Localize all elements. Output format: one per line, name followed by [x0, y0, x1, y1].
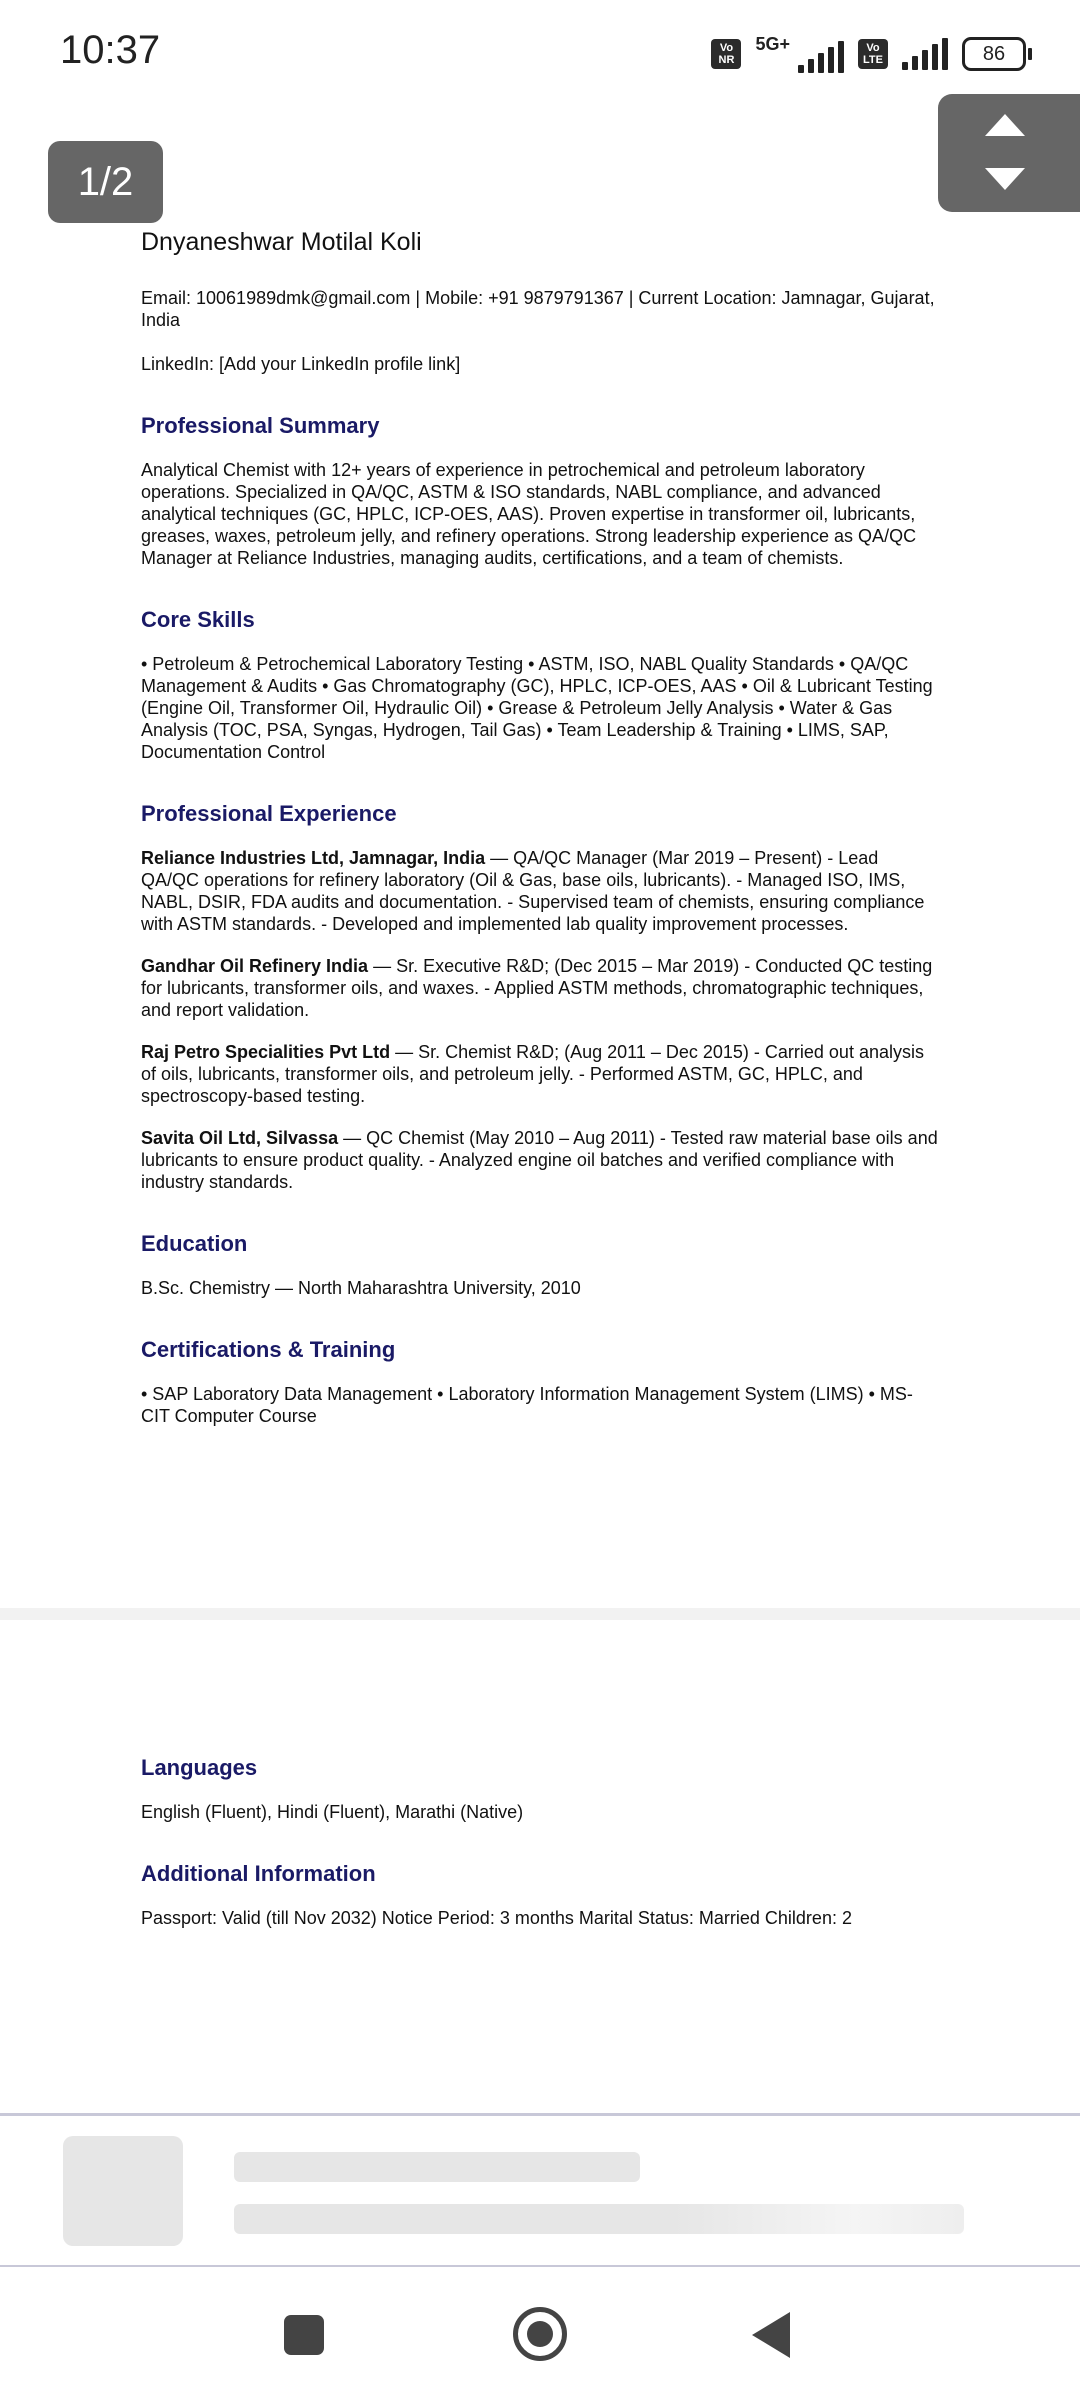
status-icons [711, 34, 1032, 73]
battery-level: 86 [962, 37, 1026, 71]
certifications-text: • SAP Laboratory Data Management • Laboratory Information Management System (LIMS) • MS-CIT Computer Course [141, 1384, 913, 1426]
experience-details: — Sr. Chemist R&D; (Aug 2011 – Dec 2015) - Carried out analysis of oils, lubricants, transformer oils, and petroleum jelly. - Performed ASTM, GC, HPLC, and spectroscopy-based testing. [141, 1042, 924, 1106]
scroll-up-icon[interactable] [985, 114, 1025, 136]
experience-company: Gandhar Oil Refinery India [141, 956, 369, 976]
additional-section [141, 1861, 941, 1929]
divider [0, 2265, 1080, 2267]
languages-section [141, 1755, 941, 1823]
summary-section [141, 413, 941, 569]
certifications-section [141, 1337, 941, 1427]
experience-item [141, 1127, 941, 1193]
system-navigation-bar [0, 2270, 1080, 2400]
signal-strength-sim1-icon [755, 34, 844, 73]
home-icon[interactable] [513, 2307, 567, 2361]
experience-company: Raj Petro Specialities Pvt Ltd [141, 1042, 391, 1062]
document-page-1 [141, 228, 941, 1427]
section-heading: Certifications & Training [141, 1337, 396, 1362]
page-separator [0, 1608, 1080, 1620]
experience-item [141, 1041, 941, 1107]
education-text: B.Sc. Chemistry — North Maharashtra University, 2010 [141, 1278, 581, 1298]
languages-text: English (Fluent), Hindi (Fluent), Marathi (Native) [141, 1802, 524, 1822]
experience-item [141, 847, 941, 935]
section-heading: Education [141, 1231, 248, 1256]
scroll-down-icon[interactable] [985, 168, 1025, 190]
experience-company: Savita Oil Ltd, Silvassa [141, 1128, 339, 1148]
recent-apps-icon[interactable] [284, 2315, 324, 2355]
back-icon[interactable] [752, 2312, 790, 2358]
document-page-2 [141, 1755, 941, 1929]
page-scroll-control[interactable] [938, 94, 1080, 212]
experience-company: Reliance Industries Ltd, Jamnagar, India [141, 848, 486, 868]
experience-section [141, 801, 941, 1193]
thumbnail-placeholder [63, 2136, 183, 2246]
experience-details: — QC Chemist (May 2010 – Aug 2011) - Tested raw material base oils and lubricants to ensure product quality. - Analyzed engine oil batches and verified compliance with industry standards. [141, 1128, 938, 1192]
network-type-label: 5G+ [755, 34, 790, 54]
volte-icon: Vo LTE [858, 39, 888, 69]
clock: 10:37 [60, 28, 161, 72]
experience-details: — QA/QC Manager (Mar 2019 – Present) - Lead QA/QC operations for refinery laboratory (Oil & Gas, base oils, lubricants). - Managed ISO, IMS, NABL, DSIR, FDA audits and documentation. - Supervised team of chemists, ensuring compliance with ASTM standards. - Developed and implemented lab quality improvement processes. [141, 848, 925, 934]
section-heading: Additional Information [141, 1861, 376, 1886]
skills-text: • Petroleum & Petrochemical Laboratory Testing • ASTM, ISO, NABL Quality Standards • QA/QC Management & Audits • Gas Chromatography (GC), HPLC, ICP-OES, AAS • Oil & Lubricant Testing (Engine Oil, Transformer Oil, Hydraulic Oil) • Grease & Petroleum Jelly Analysis • Water & Gas Analysis (TOC, PSA, Syngas, Hydrogen, Tail Gas) • Team Leadership & Training • LIMS, SAP, Documentation Control [141, 654, 933, 762]
linkedin-info: LinkedIn: [Add your LinkedIn profile link] [141, 354, 461, 374]
page-indicator: 1/2 [48, 141, 163, 223]
section-heading: Professional Summary [141, 413, 380, 438]
section-heading: Core Skills [141, 607, 255, 632]
title-placeholder [234, 2152, 640, 2182]
status-bar [0, 0, 1080, 100]
section-heading: Languages [141, 1755, 258, 1780]
experience-item [141, 955, 941, 1021]
subtitle-placeholder [234, 2204, 964, 2234]
summary-text: Analytical Chemist with 12+ years of experience in petrochemical and petroleum laboratory operations. Specialized in QA/QC, ASTM & ISO standards, NABL compliance, and advanced analytical techniques (GC, HPLC, ICP-OES, AAS). Proven expertise in transformer oil, lubricants, greases, waxes, petroleum jelly, and refinery operations. Strong leadership experience as QA/QC Manager at Reliance Industries, managing audits, certifications, and a team of chemists. [141, 460, 917, 568]
signal-strength-sim2-icon [902, 38, 948, 70]
loading-panel [0, 2116, 1080, 2266]
skills-section [141, 607, 941, 763]
additional-text: Passport: Valid (till Nov 2032) Notice Period: 3 months Marital Status: Married Children: 2 [141, 1908, 852, 1928]
vonr-icon: Vo NR [711, 39, 741, 69]
battery-icon [962, 37, 1032, 71]
resume-name: Dnyaneshwar Motilal Koli [141, 228, 422, 256]
section-heading: Professional Experience [141, 801, 397, 826]
experience-details: — Sr. Executive R&D; (Dec 2015 – Mar 2019) - Conducted QC testing for lubricants, transformer oils, and waxes. - Applied ASTM methods, chromatographic techniques, and report validation. [141, 956, 933, 1020]
contact-info: Email: 10061989dmk@gmail.com | Mobile: +91 9879791367 | Current Location: Jamnagar, Gujarat, India [141, 288, 935, 330]
education-section [141, 1231, 941, 1299]
